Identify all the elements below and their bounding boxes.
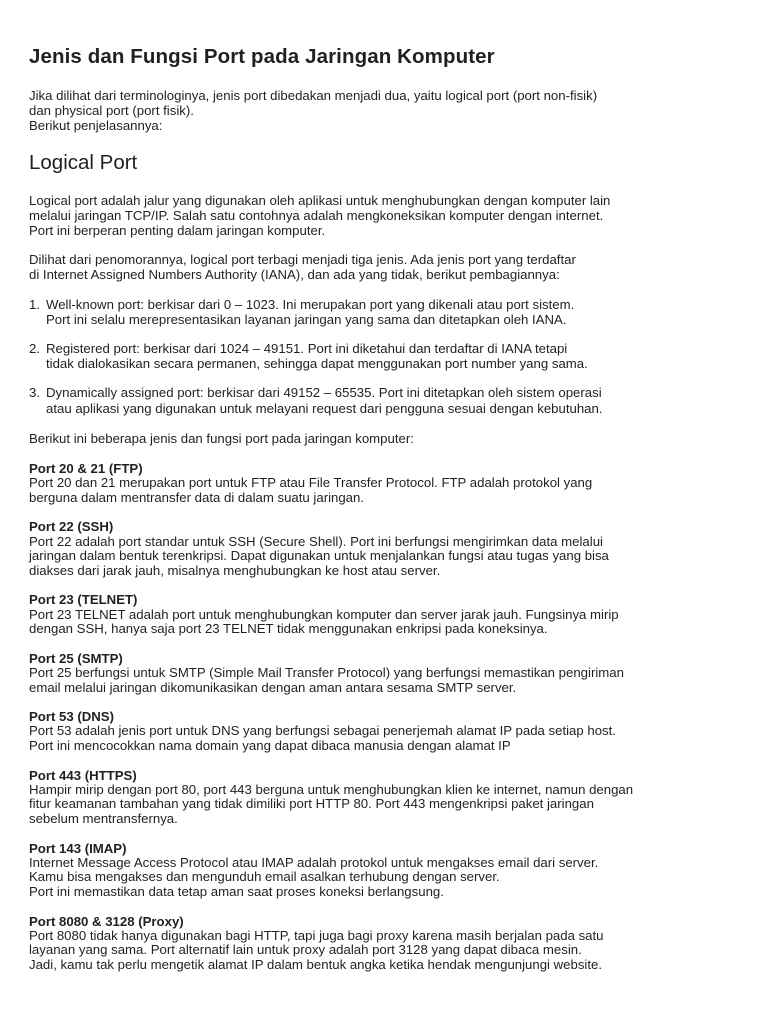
paragraph-port-numbering: Dilihat dari penomorannya, logical port terbagi menjadi tiga jenis. Ada jenis port yang terdaftar di Internet Assigned Numbers Authority (IANA), dan ada yang tidak, berikut pembagiannya: (29, 252, 576, 283)
port-title: Port 22 (SSH) (29, 519, 114, 535)
port-description: Hampir mirip dengan port 80, port 443 berguna untuk menghubungkan klien ke internet, namun dengan fitur keamanan tambahan yang tidak dimiliki port HTTP 80. Port 443 mengenkripsi paket jaringan sebelum mentransfernya. (29, 781, 634, 826)
port-description: Port 22 adalah port standar untuk SSH (Secure Shell). Port ini berfungsi mengirimkan data melalui jaringan dalam bentuk terenkripsi. Dapat digunakan untuk menjalankan fungsi atau tugas yang bisa diakses dari jarak jauh, misalnya menghubungkan ke host atau server. (29, 533, 609, 578)
port-entry-ftp (29, 461, 738, 505)
paragraph-logical-port-definition: Logical port adalah jalur yang digunakan oleh aplikasi untuk menghubungkan dengan komputer lain melalui jaringan TCP/IP. Salah satu contohnya adalah mengkoneksikan komputer dengan internet. Port ini berperan penting dalam jaringan komputer. (29, 192, 611, 239)
port-entry-telnet (29, 592, 738, 636)
list-item-number: 1. (29, 296, 40, 312)
port-title: Port 25 (SMTP) (29, 650, 123, 666)
list-item-line: Port ini selalu merepresentasikan layanan jaringan yang sama dan ditetapkan oleh IANA. (46, 311, 567, 327)
port-entry-https (29, 768, 738, 827)
port-entry-proxy (29, 914, 738, 973)
list-item-line: Well-known port: berkisar dari 0 – 1023. Ini merupakan port yang dikenali atau port sistem. (46, 296, 575, 312)
list-item-number: 3. (29, 385, 40, 401)
port-entry-dns (29, 709, 738, 753)
port-description: Port 53 adalah jenis port untuk DNS yang berfungsi sebagai penerjemah alamat IP pada setiap host. Port ini mencocokkan nama domain yang dapat dibaca manusia dengan alamat IP (29, 723, 616, 753)
port-description: Port 8080 tidak hanya digunakan bagi HTTP, tapi juga bagi proxy karena masih berjalan pada satu layanan yang sama. Port alternatif lain untuk proxy adalah port 3128 yang dapat dibaca mesin. Jadi, kamu tak perlu mengetik alamat IP dalam bentuk angka ketika hendak mengunjungi website. (29, 927, 604, 972)
port-entry-ssh (29, 519, 738, 578)
list-item-line: Registered port: berkisar dari 1024 – 49151. Port ini diketahui dan terdaftar di IANA tetapi (46, 341, 568, 357)
port-title: Port 443 (HTTPS) (29, 767, 137, 783)
port-description: Port 25 berfungsi untuk SMTP (Simple Mail Transfer Protocol) yang berfungsi memastikan pengiriman email melalui jaringan dikomunikasikan dengan aman antara sesama SMTP server. (29, 665, 624, 695)
intro-paragraph: Jika dilihat dari terminologinya, jenis port dibedakan menjadi dua, yaitu logical port (port non-fisik) dan physical port (port fisik). Berikut penjelasannya: (29, 88, 598, 134)
list-item-well-known-port (29, 297, 738, 327)
list-item-number: 2. (29, 341, 40, 357)
port-title: Port 8080 & 3128 (Proxy) (29, 913, 184, 929)
port-description: Internet Message Access Protocol atau IMAP adalah protokol untuk mengakses email dari server. Kamu bisa mengakses dan mengunduh email asalkan terhubung dengan server. Port ini memastikan data tetap aman saat proses koneksi berlangsung. (29, 854, 599, 899)
list-item-registered-port (29, 341, 738, 371)
port-title: Port 23 (TELNET) (29, 592, 138, 608)
list-item-line: atau aplikasi yang digunakan untuk melayani request dari pengguna sesuai dengan kebutuhan. (46, 400, 603, 416)
port-title: Port 53 (DNS) (29, 709, 114, 725)
list-item-line: Dynamically assigned port: berkisar dari 49152 – 65535. Port ini ditetapkan oleh sistem operasi (46, 385, 602, 401)
port-title: Port 143 (IMAP) (29, 840, 127, 856)
port-description: Port 23 TELNET adalah port untuk menghubungkan komputer dan server jarak jauh. Fungsinya mirip dengan SSH, hanya saja port 23 TELNET tidak menggunakan enkripsi pada koneksinya. (29, 606, 619, 637)
port-entry-imap (29, 841, 738, 900)
port-entry-smtp (29, 651, 738, 695)
list-item-dynamic-port (29, 385, 738, 415)
port-title: Port 20 & 21 (FTP) (29, 461, 143, 477)
section-heading-logical-port: Logical Port (29, 150, 138, 174)
document-title: Jenis dan Fungsi Port pada Jaringan Komputer (29, 45, 495, 68)
list-item-line: tidak dialokasikan secara permanen, sehingga dapat menggunakan port number yang sama. (46, 356, 588, 372)
ports-list-intro: Berikut ini beberapa jenis dan fungsi port pada jaringan komputer: (29, 430, 414, 446)
port-description: Port 20 dan 21 merupakan port untuk FTP atau File Transfer Protocol. FTP adalah protokol yang berguna dalam mentransfer data di dalam suatu jaringan. (29, 475, 593, 505)
port-types-list (29, 297, 738, 416)
